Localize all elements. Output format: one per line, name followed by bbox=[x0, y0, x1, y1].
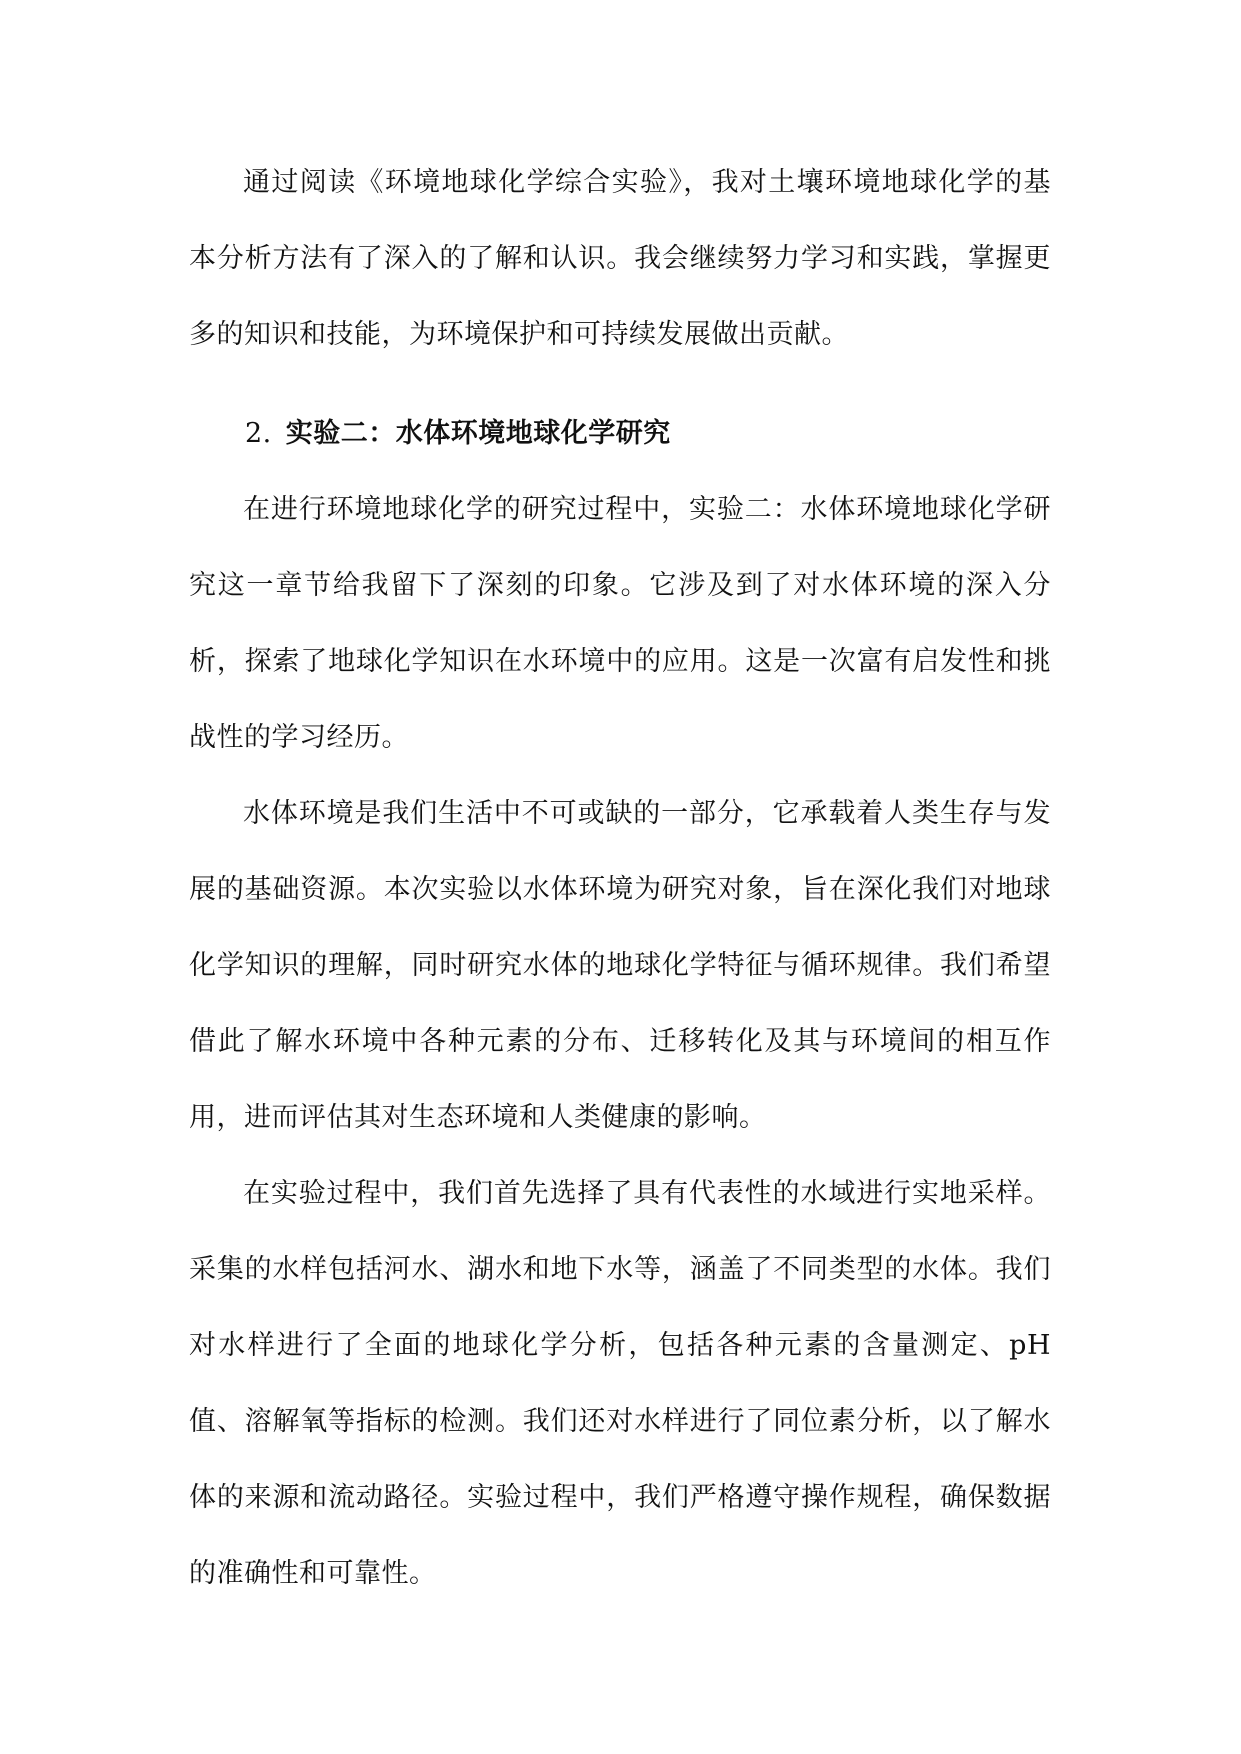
section-title: 实验二：水体环境地球化学研究 bbox=[285, 418, 671, 449]
document-body bbox=[189, 145, 1051, 1612]
paragraph-intro: 在进行环境地球化学的研究过程中，实验二：水体环境地球化学研究这一章节给我留下了深刻的印象。它涉及到了对水体环境的深入分析，探索了地球化学知识在水环境中的应用。这是一次富有启发性和挑战性的学习经历。 bbox=[189, 494, 1051, 753]
section-heading bbox=[189, 396, 1051, 472]
paragraph-background: 水体环境是我们生活中不可或缺的一部分，它承载着人类生存与发展的基础资源。本次实验以水体环境为研究对象，旨在深化我们对地球化学知识的理解，同时研究水体的地球化学特征与循环规律。我们希望借此了解水环境中各种元素的分布、迁移转化及其与环境间的相互作用，进而评估其对生态环境和人类健康的影响。 bbox=[189, 798, 1051, 1133]
paragraph-process: 在实验过程中，我们首先选择了具有代表性的水域进行实地采样。采集的水样包括河水、湖水和地下水等，涵盖了不同类型的水体。我们对水样进行了全面的地球化学分析，包括各种元素的含量测定、pH值、溶解氧等指标的检测。我们还对水样进行了同位素分析，以了解水体的来源和流动路径。实验过程中，我们严格遵守操作规程，确保数据的准确性和可靠性。 bbox=[189, 1178, 1051, 1589]
paragraph-conclusion: 通过阅读《环境地球化学综合实验》，我对土壤环境地球化学的基本分析方法有了深入的了解和认识。我会继续努力学习和实践，掌握更多的知识和技能，为环境保护和可持续发展做出贡献。 bbox=[189, 167, 1051, 350]
section-number: 2. bbox=[245, 418, 272, 449]
